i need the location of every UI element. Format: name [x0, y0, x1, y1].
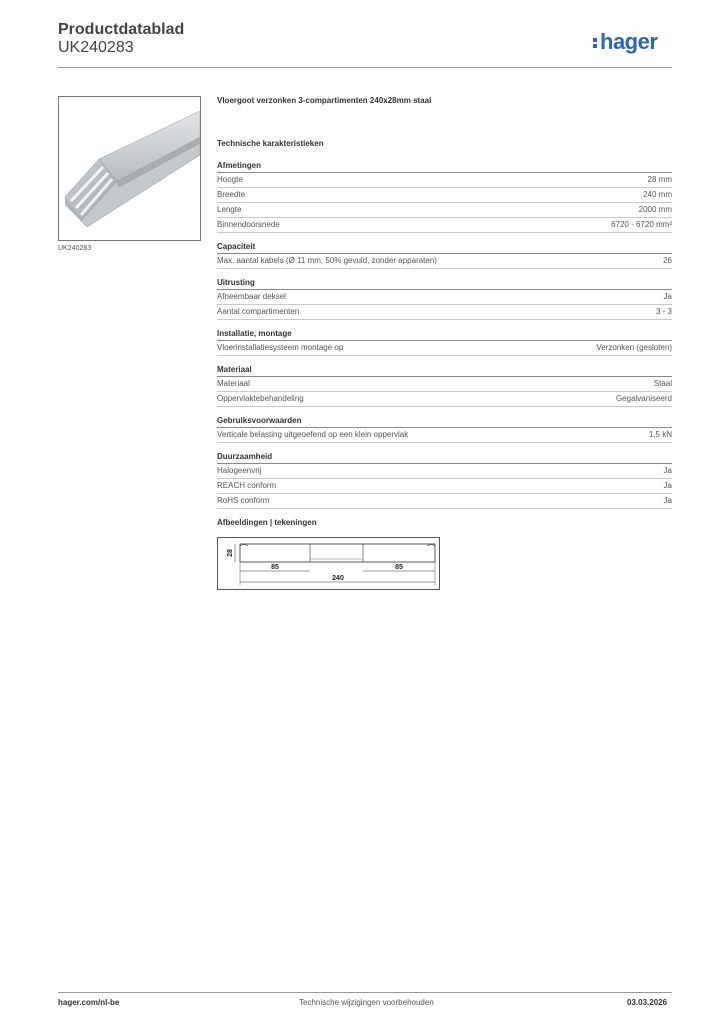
footer-divider [58, 992, 672, 993]
logo-dots-icon [593, 36, 598, 50]
section-title: Installatie, montage [217, 328, 672, 341]
section-title: Gebruiksvoorwaarden [217, 415, 672, 428]
spec-value: 240 mm [643, 190, 672, 199]
product-title: Vloergoot verzonken 3-compartimenten 240x28mm staal [217, 96, 432, 105]
header-divider [58, 67, 672, 68]
spec-value: 6720 - 6720 mm² [611, 220, 672, 229]
spec-row [217, 479, 672, 494]
section-title: Duurzaamheid [217, 451, 672, 464]
spec-section [217, 160, 672, 233]
spec-section [217, 241, 672, 269]
spec-section [217, 364, 672, 407]
dim-total-label: 240 [332, 575, 344, 582]
spec-label: Max. aantal kabels (Ø 11 mm, 50% gevuld, zonder apparaten) [217, 256, 437, 265]
spec-label: Verticale belasting uitgeoefend op een klein oppervlak [217, 430, 409, 439]
spec-value: Gegalvaniseerd [615, 394, 672, 403]
spec-label: Oppervlaktebehandeling [217, 394, 304, 403]
spec-label: Lengte [217, 205, 242, 214]
spec-section [217, 415, 672, 443]
dimension-drawing [218, 538, 439, 589]
spec-row [217, 290, 672, 305]
spec-label: RoHS conform [217, 496, 270, 505]
spec-row [217, 305, 672, 320]
section-title: Materiaal [217, 364, 672, 377]
logo-text: hager [600, 29, 658, 54]
hager-logo [593, 29, 657, 55]
dim-left-label: 85 [271, 564, 279, 571]
spec-section [217, 277, 672, 320]
tech-heading: Technische karakteristieken [217, 139, 324, 148]
spec-value: 1,5 kN [648, 430, 672, 439]
spec-value: Verzonken (gesloten) [596, 343, 672, 352]
dim-right-label: 85 [395, 564, 403, 571]
page-title: Productdatablad [58, 21, 185, 38]
spec-row [217, 173, 672, 188]
spec-label: Afneembaar deksel [217, 292, 286, 301]
product-image [58, 96, 201, 241]
spec-row [217, 203, 672, 218]
spec-value: Ja [663, 481, 672, 490]
spec-label: Hoogte [217, 175, 243, 184]
product-code: UK240283 [58, 39, 134, 56]
image-caption: UK240283 [58, 245, 92, 252]
spec-value: Ja [663, 292, 672, 301]
spec-row [217, 188, 672, 203]
spec-row [217, 392, 672, 407]
spec-value: 3 - 3 [655, 307, 672, 316]
spec-label: REACH conform [217, 481, 277, 490]
section-title: Afmetingen [217, 160, 672, 173]
cable-duct-illustration [59, 97, 200, 240]
spec-label: Breedte [217, 190, 246, 199]
technical-drawing [217, 537, 440, 590]
spec-value: Staal [653, 379, 672, 388]
dim-height-label: 28 [227, 549, 234, 557]
spec-row [217, 494, 672, 509]
spec-value: 26 [663, 256, 672, 265]
spec-section [217, 328, 672, 356]
spec-label: Vloerinstallatiesysteem montage op [217, 343, 344, 352]
spec-row [217, 464, 672, 479]
spec-sections [217, 160, 672, 509]
footer-note: Technische wijzigingen voorbehouden [299, 998, 434, 1007]
drawings-heading: Afbeeldingen | tekeningen [217, 518, 317, 527]
section-title: Uitrusting [217, 277, 672, 290]
spec-row [217, 341, 672, 356]
spec-label: Materiaal [217, 379, 250, 388]
spec-value: Ja [663, 496, 672, 505]
spec-row [217, 218, 672, 233]
footer-website[interactable]: hager.com/nl-be [58, 998, 120, 1007]
product-details [217, 96, 672, 590]
spec-value: 28 mm [647, 175, 672, 184]
spec-row [217, 254, 672, 269]
spec-label: Aantal compartimenten [217, 307, 300, 316]
spec-row [217, 428, 672, 443]
spec-value: Ja [663, 466, 672, 475]
section-title: Capaciteit [217, 241, 672, 254]
spec-section [217, 451, 672, 509]
spec-value: 2000 mm [638, 205, 672, 214]
spec-row [217, 377, 672, 392]
spec-label: Binnendoorsnede [217, 220, 280, 229]
spec-label: Halogeenvrij [217, 466, 262, 475]
footer-date: 03.03.2026 [627, 998, 668, 1007]
